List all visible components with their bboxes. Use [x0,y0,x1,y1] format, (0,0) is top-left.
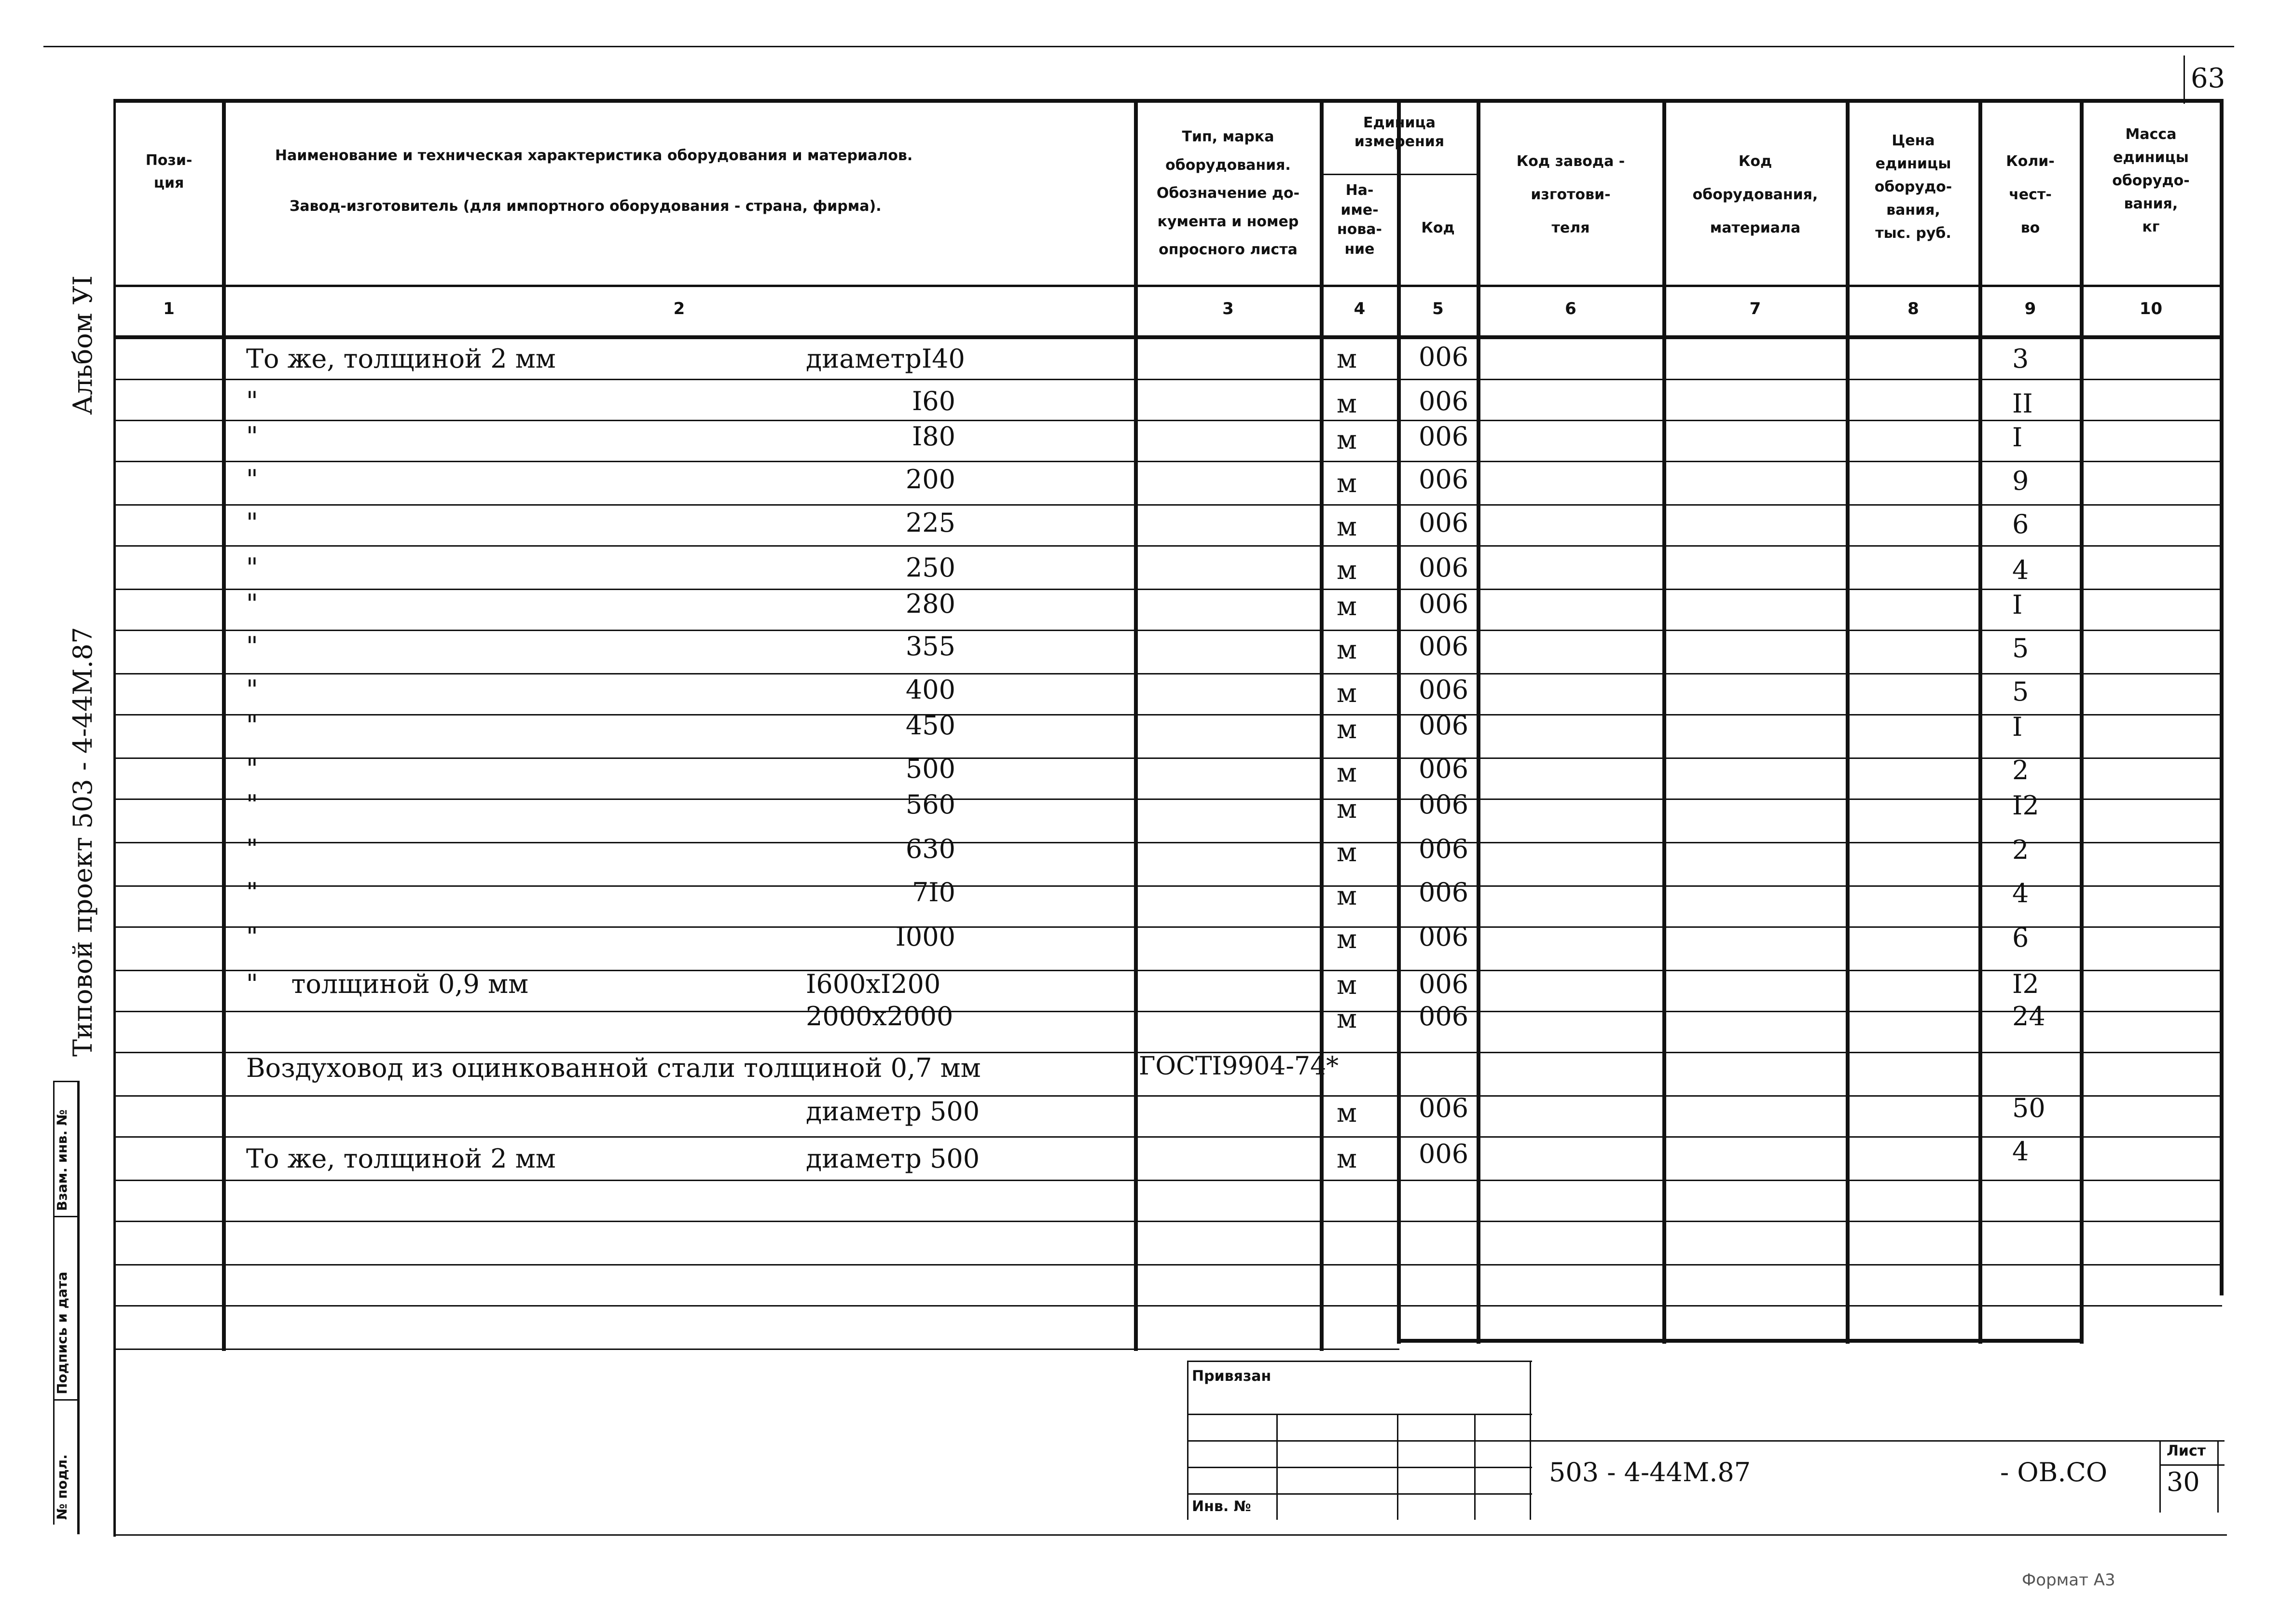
row-13-size: 630 [905,834,955,864]
stamp-box-top [1187,1361,1532,1362]
row-16-size: I600xI200 [806,969,941,999]
row-20-qty: 4 [2012,1136,2029,1167]
header-col1: Пози- ция [145,152,193,192]
row-14-code: 006 [1419,877,1469,908]
row-11-qty: 2 [2012,755,2029,785]
doc-suffix: - ОВ.СО [2000,1457,2108,1487]
row-separator [113,630,2222,631]
col8-divider [1978,99,1982,1344]
row-2-size: I60 [912,386,955,416]
stamp-box-row [1187,1493,1532,1495]
colnum-7: 7 [1749,299,1761,318]
table-top-border [113,99,2222,103]
row-20-code: 006 [1419,1139,1469,1169]
row-9-name: " [246,674,258,705]
row-1-name: То же, толщиной 2 мм [246,344,556,374]
row-separator [113,798,2222,800]
row-9-code: 006 [1419,674,1469,705]
row-6-name: " [246,552,258,583]
row-separator [113,1095,2222,1097]
list-number: 30 [2167,1467,2200,1497]
row-separator [113,1180,2222,1181]
row-15-qty: 6 [2012,922,2029,953]
row-19-unit: м [1337,1098,1357,1128]
row-3-code: 006 [1419,421,1469,452]
row-10-code: 006 [1419,710,1469,741]
stamp-box-row [1187,1414,1532,1415]
row-separator [113,885,2222,887]
row-12-unit: м [1337,794,1357,824]
col2-divider [1134,99,1138,1351]
row-12-code: 006 [1419,789,1469,820]
colnum-1: 1 [163,299,175,318]
row-18-name: Воздуховод из оцинкованной стали толщиной 0,7 мм [246,1053,981,1083]
row-3-name: " [246,421,258,452]
row-5-qty: 6 [2012,509,2029,539]
col5-divider [1477,99,1480,1344]
page-number-divider [2183,55,2185,104]
row-9-size: 400 [905,674,955,705]
row-16-unit: м [1337,970,1357,1000]
row-20-name: То же, толщиной 2 мм [246,1143,556,1174]
row-4-code: 006 [1419,464,1469,495]
row-17-size: 2000x2000 [806,1001,953,1032]
privyazan-label: Привязан [1192,1368,1271,1385]
row-15-unit: м [1337,924,1357,954]
row-separator [113,1305,2222,1307]
row-2-unit: м [1337,388,1357,419]
header-col8: Цена единицы оборудо- вания, тыс. руб. [1874,132,1952,242]
row-13-unit: м [1337,837,1357,867]
row-4-unit: м [1337,468,1357,498]
header-col6: Код завода - изготови- теля [1516,153,1625,236]
header-col2-line1: Наименование и техническая характеристика оборудования и материалов. [275,147,913,164]
row-20-size: диаметр 500 [806,1143,980,1174]
row-9-unit: м [1337,678,1357,708]
row-6-code: 006 [1419,552,1469,583]
table-bottom-border-right [1397,1339,2082,1343]
row-separator [113,757,2222,759]
row-17-unit: м [1337,1004,1357,1034]
colnum-2: 2 [673,299,685,318]
row-1-unit: м [1337,344,1357,374]
row-8-unit: м [1337,634,1357,665]
col6-divider [1662,99,1666,1344]
row-12-name: " [246,789,258,820]
table-bottom-border-left [113,1349,1399,1350]
row-6-qty: 4 [2012,555,2029,585]
row-separator [113,504,2222,506]
row-10-name: " [246,710,258,741]
page-number: 63 [2191,63,2225,94]
doc-code: 503 - 4-44М.87 [1549,1457,1751,1487]
row-11-unit: м [1337,757,1357,788]
row-separator [113,673,2222,674]
row-8-size: 355 [905,631,955,661]
row-6-size: 250 [905,552,955,583]
row-18-doc: ГОСТI9904-74* [1139,1052,1339,1081]
header-col7: Код оборудования, материала [1692,153,1818,236]
header-col5: Код [1421,220,1455,236]
row-13-qty: 2 [2012,835,2029,865]
row-separator [113,1221,2222,1222]
row-separator [113,1136,2222,1138]
col4-divider [1397,99,1401,1344]
row-4-qty: 9 [2012,466,2029,496]
stamp-line [53,1216,80,1217]
row-7-size: 280 [905,589,955,619]
row-10-qty: I [2012,712,2023,742]
row-14-qty: 4 [2012,878,2029,908]
top-rule [43,46,2234,47]
title-block-top [1530,1440,2225,1442]
row-4-name: " [246,464,258,495]
row-15-name: " [246,922,258,952]
colnum-6: 6 [1565,299,1576,318]
header-unit-group: Единица измерения [1354,114,1445,150]
row-separator [113,545,2222,547]
stamp-line [53,1399,80,1401]
colnum-4: 4 [1354,299,1366,318]
colnum-8: 8 [1907,299,1919,318]
row-12-size: 560 [905,789,955,820]
row-13-name: " [246,834,258,864]
row-3-qty: I [2012,422,2023,453]
row-1-code: 006 [1419,342,1469,372]
row-separator [113,926,2222,928]
row-14-name: " [246,877,258,908]
colnum-3: 3 [1222,299,1234,318]
row-14-size: 7I0 [912,877,955,908]
row-7-code: 006 [1419,589,1469,619]
row-10-unit: м [1337,714,1357,744]
row-9-qty: 5 [2012,676,2029,707]
row-19-code: 006 [1419,1093,1469,1123]
project-label: Типовой проект 503 - 4-44М.87 [68,627,98,1057]
row-separator [113,1264,2222,1266]
header-col10: Масса единицы оборудо- вания, кг [2112,126,2190,235]
list-box-right [2217,1440,2219,1513]
row-separator [113,420,2222,421]
colnum-10: 10 [2139,299,2163,318]
row-8-name: " [246,631,258,661]
stamp-podpis-label: Подпись и дата [54,1271,70,1394]
row-17-code: 006 [1419,1001,1469,1032]
col9-divider [2080,99,2084,1344]
row-3-size: I80 [912,421,955,452]
row-8-qty: 5 [2012,633,2029,663]
row-separator [113,1011,2222,1012]
header-col2-line2: Завод-изготовитель (для импортного оборудования - страна, фирма). [290,198,882,215]
header-col4: На- име- нова- ние [1337,182,1382,258]
table-right-border [2220,99,2224,1295]
row-17-qty: 24 [2012,1001,2045,1032]
row-16-name: " толщиной 0,9 мм [246,969,529,999]
row-10-size: 450 [905,710,955,741]
colnum-5: 5 [1432,299,1444,318]
header-col3: Тип, марка оборудования. Обозначение до- кумента и номер опросного листа [1156,128,1300,258]
row-7-qty: I [2012,590,2023,620]
row-2-qty: II [2012,388,2033,419]
row-13-code: 006 [1419,834,1469,864]
list-box-divider [2159,1464,2225,1466]
row-3-unit: м [1337,425,1357,455]
row-11-name: " [246,754,258,784]
inv-no-label: Инв. № [1192,1498,1251,1515]
row-2-code: 006 [1419,386,1469,416]
colnum-9: 9 [2024,299,2036,318]
header-bottom-border [113,285,2222,287]
stamp-box-col [1276,1414,1278,1520]
row-16-qty: I2 [2012,969,2039,999]
row-14-unit: м [1337,881,1357,911]
row-8-code: 006 [1419,631,1469,661]
row-1-qty: 3 [2012,344,2029,374]
row-2-name: " [246,386,258,416]
row-16-code: 006 [1419,969,1469,999]
header-col9: Коли- чест- во [2006,153,2055,236]
row-5-size: 225 [905,508,955,538]
row-separator [113,842,2222,843]
stamp-column-right [77,1081,80,1534]
stamp-box-col [1397,1414,1398,1520]
row-5-name: " [246,508,258,538]
stamp-box-col [1474,1414,1476,1520]
stamp-inv-label: № подл. [54,1454,70,1520]
row-7-unit: м [1337,591,1357,621]
list-box-left [2159,1440,2161,1513]
row-15-size: I000 [895,922,955,952]
col7-divider [1846,99,1850,1344]
row-20-unit: м [1337,1143,1357,1174]
unit-group-divider [1320,174,1479,175]
row-separator [113,461,2222,462]
row-12-qty: I2 [2012,790,2039,821]
row-7-name: " [246,589,258,619]
row-11-size: 500 [905,754,955,784]
row-11-code: 006 [1419,754,1469,784]
row-19-qty: 50 [2012,1093,2045,1123]
col3-divider [1320,99,1324,1351]
row-5-code: 006 [1419,508,1469,538]
row-15-code: 006 [1419,922,1469,952]
album-label: Альбом УI [68,275,98,415]
row-6-unit: м [1337,555,1357,585]
row-4-size: 200 [905,464,955,495]
stamp-line [53,1081,80,1082]
format-label: Формат А3 [2022,1570,2115,1590]
row-separator [113,379,2222,380]
list-label: Лист [2167,1443,2206,1459]
stamp-vzam-label: Взам. инв. № [54,1109,70,1211]
page-bottom-rule [113,1534,2227,1536]
row-separator [113,589,2222,590]
row-19-size: диаметр 500 [806,1096,980,1127]
stamp-box-row [1187,1467,1532,1468]
row-separator [113,714,2222,716]
stamp-box-row [1187,1440,1532,1442]
colnum-bottom-border [113,335,2222,339]
row-1-size: диаметрI40 [806,344,965,374]
row-5-unit: м [1337,511,1357,542]
col1-divider [222,99,226,1351]
